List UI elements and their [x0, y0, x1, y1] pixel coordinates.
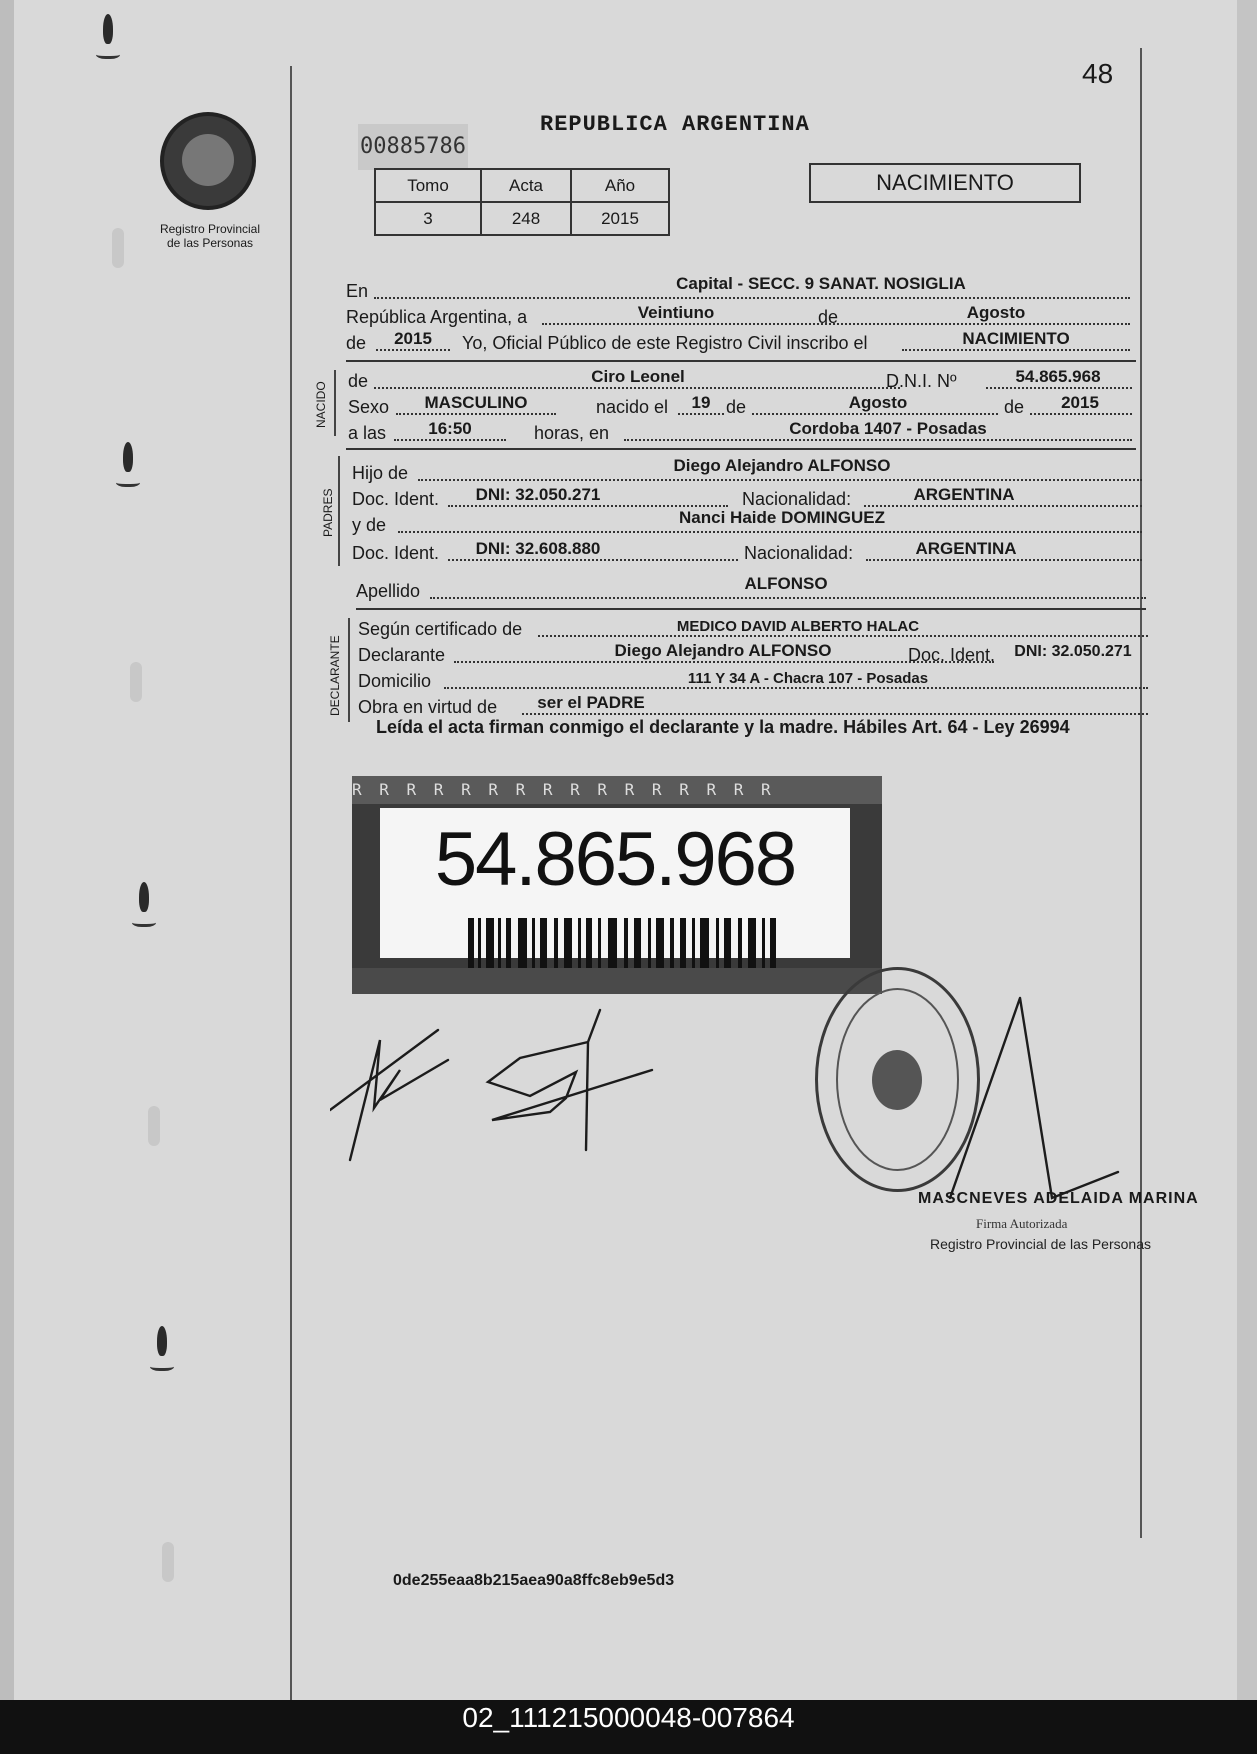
barcode-icon: [468, 918, 778, 968]
country-header: REPUBLICA ARGENTINA: [540, 112, 810, 137]
declarant-signature: [488, 1010, 652, 1150]
province-seal: [160, 112, 256, 210]
declarant-field: Declarante Diego Alejandro ALFONSO Doc. Ident. DNI: 32.050.271: [358, 641, 1132, 665]
official-name: MASCNEVES ADELAIDA MARINA: [918, 1190, 1199, 1207]
dni-number-sticker: [352, 776, 882, 994]
divider: [356, 608, 1146, 610]
table-cell: 248: [481, 202, 571, 235]
binding-mark: [150, 1322, 174, 1382]
certificate-field: Según certificado de MEDICO DAVID ALBERTO HALAC: [358, 614, 1148, 640]
signatures: [330, 1000, 660, 1170]
official-office: Registro Provincial de las Personas: [930, 1236, 1151, 1252]
binding-mark: [116, 438, 140, 498]
name-field: de Ciro Leonel D.N.I. Nº 54.865.968: [348, 366, 1132, 392]
faint-mark: [148, 1106, 160, 1146]
faint-mark: [130, 662, 142, 702]
section-label: NACIDO: [314, 381, 328, 428]
father-doc-field: Doc. Ident. DNI: 32.050.271 Nacionalidad: ARGENTINA: [352, 484, 1142, 510]
table-header: Tomo: [375, 169, 481, 202]
table-cell: 2015: [571, 202, 669, 235]
right-margin-line: [1140, 48, 1142, 1538]
section-bar: [348, 618, 350, 722]
serial-number: 00885786: [358, 124, 468, 170]
closing-statement: Leída el acta firman conmigo el declarante y la madre. Hábiles Art. 64 - Ley 26994: [376, 717, 1070, 737]
divider: [346, 360, 1136, 362]
time-place-field: a las 16:50 horas, en Cordoba 1407 - Posadas: [348, 418, 1132, 444]
section-bar: [338, 456, 340, 566]
section-label: DECLARANTE: [328, 635, 342, 716]
section-label: PADRES: [321, 488, 335, 537]
page-edge: [0, 0, 14, 1700]
security-ribbon: R R R R R R R R R R R R R R R R: [352, 776, 882, 804]
birth-field: Sexo MASCULINO nacido el 19 de Agosto de 2015: [348, 392, 1132, 418]
page-number: 48: [1082, 58, 1114, 89]
table-cell: 3: [375, 202, 481, 235]
registry-caption: Registro Provincial de las Personas: [159, 222, 261, 250]
official-role: Firma Autorizada: [976, 1216, 1068, 1231]
stamp-emblem: [872, 1050, 922, 1110]
date-field: República Argentina, a Veintiuno de Agosto: [346, 302, 1130, 328]
place-field: En Capital - SECC. 9 SANAT. NOSIGLIA: [346, 276, 1130, 302]
address-field: Domicilio 111 Y 34 A - Chacra 107 - Posadas: [358, 666, 1148, 692]
official-signature: [940, 990, 1120, 1210]
security-ribbon-bottom: [352, 968, 882, 994]
margin-line: [290, 66, 292, 1700]
mother-field: y de Nanci Haide DOMINGUEZ: [352, 510, 1142, 536]
record-type-box: NACIMIENTO: [809, 163, 1081, 203]
page-edge-right: [1237, 0, 1257, 1700]
reason-field: Obra en virtud de ser el PADRE: [358, 692, 1148, 718]
divider: [346, 448, 1136, 450]
faint-mark: [162, 1542, 174, 1582]
dni-number: 54.865.968: [434, 817, 796, 902]
scan-id: 02_111215000048-007864: [462, 1702, 795, 1733]
father-field: Hijo de Diego Alejandro ALFONSO: [352, 458, 1142, 484]
binding-mark: [132, 878, 156, 938]
faint-mark: [112, 228, 124, 268]
mother-signature: [330, 1030, 448, 1160]
binding-mark: [96, 10, 120, 70]
document-hash: 0de255eaa8b215aea90a8ffc8eb9e5d3: [393, 1572, 675, 1589]
table-header: Año: [571, 169, 669, 202]
mother-doc-field: Doc. Ident. DNI: 32.608.880 Nacionalidad: ARGENTINA: [352, 538, 1142, 564]
table-header: Acta: [481, 169, 571, 202]
record-table: [374, 168, 670, 236]
statement-field: de 2015 Yo, Oficial Público de este Registro Civil inscribo el NACIMIENTO: [346, 328, 1130, 354]
dni-plate: [380, 808, 850, 958]
surname-field: Apellido ALFONSO: [356, 576, 1146, 602]
section-bar: [334, 370, 336, 436]
